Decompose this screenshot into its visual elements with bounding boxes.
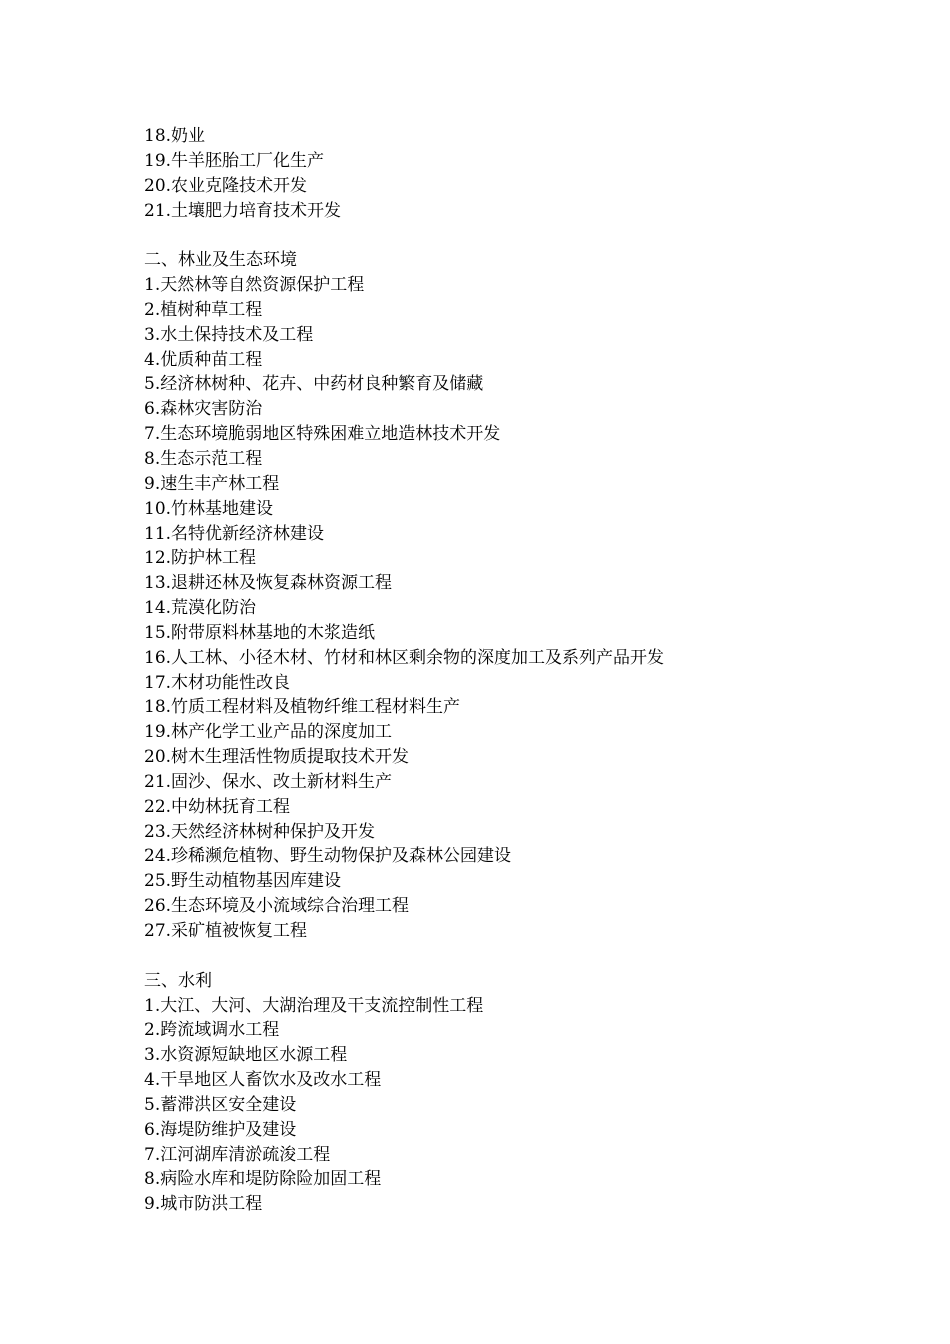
list-item: 25.野生动植物基因库建设 [144, 871, 342, 892]
list-item: 7.江河湖库清淤疏浚工程 [144, 1144, 331, 1165]
list-item: 24.珍稀濒危植物、野生动物保护及森林公园建设 [144, 846, 512, 867]
list-item: 13.退耕还林及恢复森林资源工程 [144, 573, 393, 594]
list-item: 23.天然经济林树种保护及开发 [144, 821, 376, 842]
list-item: 1.大江、大河、大湖治理及干支流控制性工程 [144, 995, 484, 1016]
list-item: 20.树木生理活性物质提取技术开发 [144, 747, 410, 768]
list-item: 20.农业克隆技术开发 [144, 175, 308, 196]
list-item: 21.土壤肥力培育技术开发 [144, 200, 342, 221]
list-item: 19.牛羊胚胎工厂化生产 [144, 150, 325, 171]
list-item: 7.生态环境脆弱地区特殊困难立地造林技术开发 [144, 424, 501, 445]
list-item: 17.木材功能性改良 [144, 672, 291, 693]
list-item: 18.奶业 [144, 126, 206, 146]
list-item: 21.固沙、保水、改土新材料生产 [144, 771, 393, 792]
document-page [144, 124, 904, 1217]
list-item: 5.蓄滞洪区安全建设 [144, 1094, 297, 1115]
list-item: 27.采矿植被恢复工程 [144, 921, 308, 941]
list-item: 2.植树种草工程 [144, 299, 263, 320]
agriculture-list-continued [144, 124, 904, 223]
list-item: 6.森林灾害防治 [144, 399, 263, 420]
forestry-section [144, 248, 904, 944]
list-item: 5.经济林树种、花卉、中药材良种繁育及储藏 [144, 374, 484, 395]
list-item: 4.干旱地区人畜饮水及改水工程 [144, 1070, 382, 1091]
section-heading: 三、水利 [144, 970, 212, 991]
list-item: 6.海堤防维护及建设 [144, 1119, 297, 1140]
section-spacer [144, 223, 904, 248]
list-item: 8.生态示范工程 [144, 448, 263, 469]
list-item: 18.竹质工程材料及植物纤维工程材料生产 [144, 697, 461, 718]
section-heading: 二、林业及生态环境 [144, 250, 297, 271]
list-item: 14.荒漠化防治 [144, 598, 257, 619]
list-item: 10.竹林基地建设 [144, 498, 274, 519]
list-item: 12.防护林工程 [144, 548, 257, 569]
list-item: 26.生态环境及小流域综合治理工程 [144, 896, 410, 917]
list-item: 8.病险水库和堤防除险加固工程 [144, 1169, 382, 1190]
list-item: 15.附带原料林基地的木浆造纸 [144, 622, 376, 643]
water-section [144, 969, 904, 1217]
list-item: 3.水资源短缺地区水源工程 [144, 1045, 348, 1066]
list-item: 9.速生丰产林工程 [144, 473, 280, 494]
list-item: 11.名特优新经济林建设 [144, 523, 325, 544]
list-item: 22.中幼林抚育工程 [144, 796, 291, 817]
list-item: 2.跨流域调水工程 [144, 1020, 280, 1041]
list-item: 19.林产化学工业产品的深度加工 [144, 722, 393, 743]
list-item: 1.天然林等自然资源保护工程 [144, 275, 365, 296]
list-item: 3.水土保持技术及工程 [144, 324, 314, 345]
list-item: 9.城市防洪工程 [144, 1194, 263, 1215]
section-spacer [144, 944, 904, 969]
list-item: 16.人工林、小径木材、竹材和林区剩余物的深度加工及系列产品开发 [144, 647, 665, 668]
list-item: 4.优质种苗工程 [144, 349, 263, 370]
